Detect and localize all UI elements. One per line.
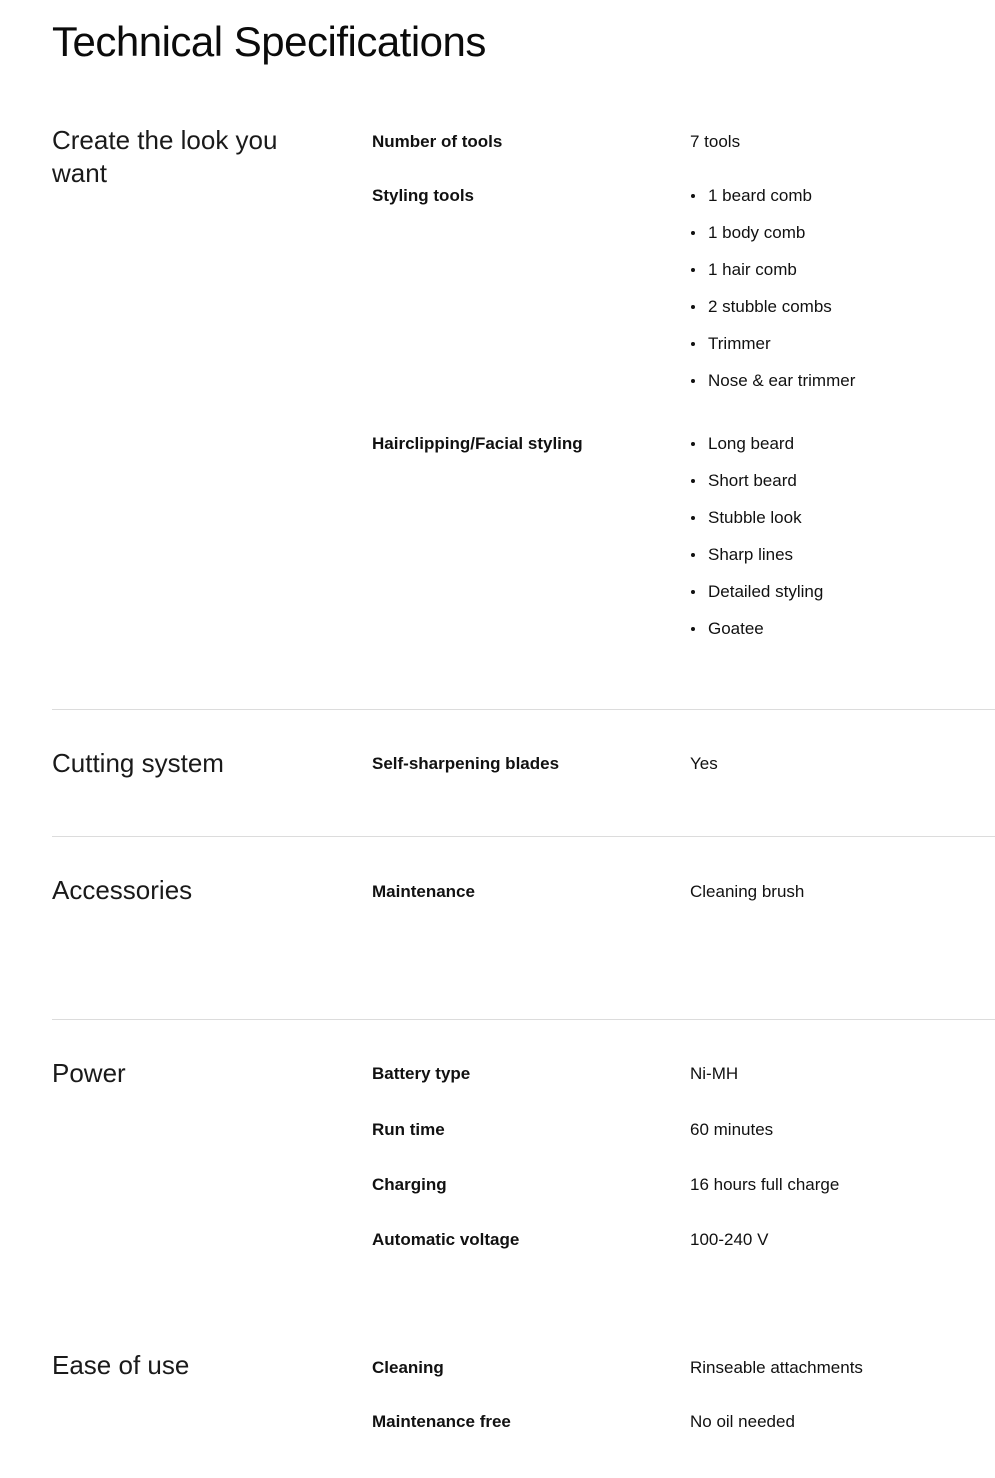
list-item: Trimmer xyxy=(690,333,855,370)
section-title: Cutting system xyxy=(52,748,224,778)
hairclipping-list xyxy=(690,433,823,655)
bullet-icon xyxy=(691,194,695,198)
section-divider xyxy=(52,836,995,837)
bullet-icon xyxy=(691,553,695,557)
spec-value: Rinseable attachments xyxy=(690,1358,863,1377)
spec-label: Styling tools xyxy=(372,186,474,205)
bullet-icon xyxy=(691,590,695,594)
spec-value: Yes xyxy=(690,754,718,773)
list-item: Goatee xyxy=(690,618,823,655)
section-title: Power xyxy=(52,1058,126,1088)
spec-label: Automatic voltage xyxy=(372,1230,520,1249)
section-divider xyxy=(52,1019,995,1020)
bullet-icon xyxy=(691,627,695,631)
page-title: Technical Specifications xyxy=(52,18,486,65)
spec-label: Number of tools xyxy=(372,132,503,151)
spec-value: 16 hours full charge xyxy=(690,1175,840,1194)
spec-value: 7 tools xyxy=(690,132,741,151)
styling-tools-list xyxy=(690,185,855,407)
list-item: 2 stubble combs xyxy=(690,296,855,333)
spec-label: Battery type xyxy=(372,1064,471,1083)
list-item: Nose & ear trimmer xyxy=(690,370,855,407)
bullet-icon xyxy=(691,268,695,272)
bullet-icon xyxy=(691,479,695,483)
spec-label: Charging xyxy=(372,1175,447,1194)
spec-value: Cleaning brush xyxy=(690,882,805,901)
bullet-icon xyxy=(691,231,695,235)
bullet-icon xyxy=(691,305,695,309)
spec-value: Ni-MH xyxy=(690,1064,739,1083)
list-item: Long beard xyxy=(690,433,823,470)
bullet-icon xyxy=(691,379,695,383)
list-item: 1 body comb xyxy=(690,222,855,259)
spec-label: Cleaning xyxy=(372,1358,444,1377)
list-item: Short beard xyxy=(690,470,823,507)
spec-label: Maintenance free xyxy=(372,1412,511,1431)
list-item: Stubble look xyxy=(690,507,823,544)
spec-label: Run time xyxy=(372,1120,445,1139)
section-title: Accessories xyxy=(52,875,193,905)
bullet-icon xyxy=(691,442,695,446)
list-item: 1 beard comb xyxy=(690,185,855,222)
spec-label: Self-sharpening blades xyxy=(372,754,560,773)
section-divider xyxy=(52,709,995,710)
spec-value: 60 minutes xyxy=(690,1120,774,1139)
bullet-icon xyxy=(691,342,695,346)
list-item: 1 hair comb xyxy=(690,259,855,296)
bullet-icon xyxy=(691,516,695,520)
list-item: Detailed styling xyxy=(690,581,823,618)
spec-label: Maintenance xyxy=(372,882,475,901)
spec-value: No oil needed xyxy=(690,1412,795,1431)
spec-value: 100-240 V xyxy=(690,1230,769,1249)
section-title: Create the look you want xyxy=(52,125,278,188)
section-title: Ease of use xyxy=(52,1350,190,1380)
list-item: Sharp lines xyxy=(690,544,823,581)
spec-label: Hairclipping/Facial styling xyxy=(372,434,583,453)
